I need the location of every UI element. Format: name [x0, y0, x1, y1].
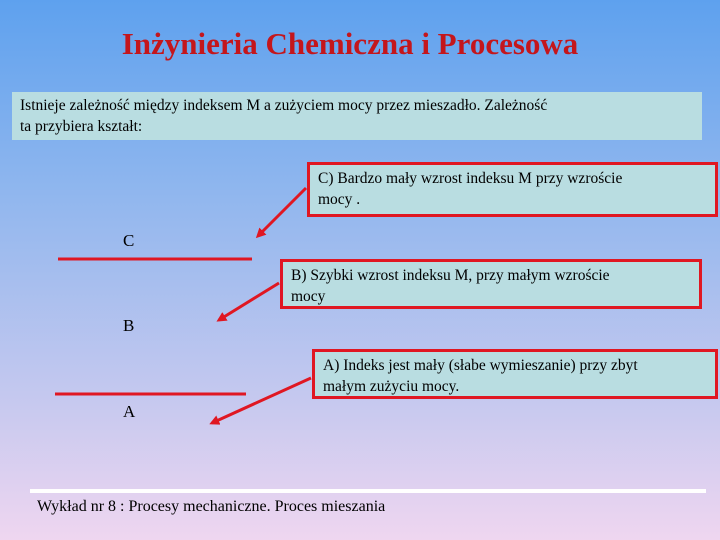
slide-title: Inżynieria Chemiczna i Procesowa	[121, 26, 579, 61]
arrow-a	[212, 378, 311, 423]
callout-c-line-1: C) Bardzo mały wzrost indeksu M przy wzroście	[318, 170, 623, 187]
callout-box-b	[280, 259, 702, 309]
footer-divider	[30, 489, 706, 493]
arrow-b	[219, 283, 279, 320]
intro-line-2: ta przybiera kształt:	[20, 118, 143, 135]
callout-box-a	[312, 349, 718, 399]
footer-text: Wykład nr 8 : Procesy mechaniczne. Proces mieszania	[37, 498, 386, 515]
callout-a-line-2: małym zużyciu mocy.	[323, 378, 460, 395]
intro-line-1: Istnieje zależność między indeksem M a zużyciem mocy przez mieszadło. Zależność	[20, 97, 548, 114]
callout-box-c	[307, 162, 718, 217]
callout-c-line-2: mocy .	[318, 191, 361, 208]
label-b: B	[123, 316, 135, 335]
callout-a-line-1: A) Indeks jest mały (słabe wymieszanie) przy zbyt	[323, 357, 638, 374]
label-c: C	[123, 231, 135, 250]
callout-b-line-2: mocy	[291, 288, 326, 305]
arrow-c	[258, 188, 306, 236]
callout-b-line-1: B) Szybki wzrost indeksu M, przy małym wzroście	[291, 267, 610, 284]
label-a: A	[123, 402, 136, 421]
